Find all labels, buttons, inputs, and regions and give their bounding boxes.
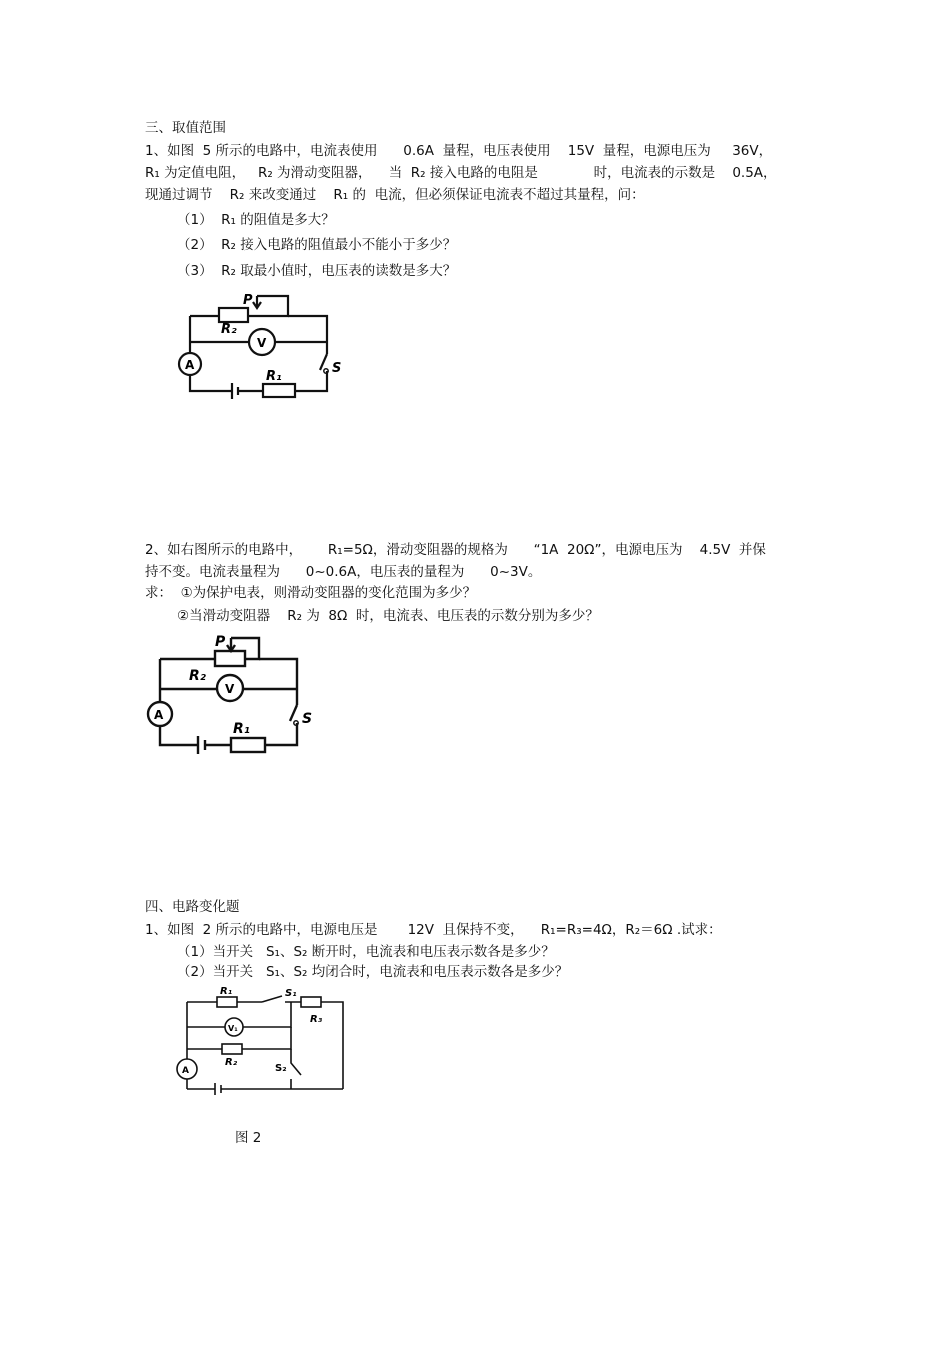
- label-r1-3: R₁: [220, 986, 233, 997]
- figure-caption: 图 2: [235, 1130, 262, 1146]
- label-v-2: V: [225, 682, 235, 696]
- q1-sub2: （2） R₂ 接入电路的阻值最小不能小于多少？: [177, 237, 457, 253]
- q1-line2: R₁ 为定值电阻， R₂ 为滑动变阻器， 当 R₂ 接入电路的电阻是 时，电流表的示数是 0.5A，: [145, 165, 777, 181]
- label-a-3: A: [182, 1066, 189, 1076]
- label-r1-2: R₁: [233, 721, 250, 737]
- section3-title: 三、取值范围: [145, 120, 226, 136]
- label-s-2: S: [302, 711, 313, 727]
- s4-q1-sub2: （2）当开关 S₁、S₂ 均闭合时，电流表和电压表示数各是多少？: [177, 964, 569, 980]
- label-r3: R₃: [310, 1014, 323, 1025]
- q1-sub1: （1） R₁ 的阻值是多大？: [177, 212, 335, 228]
- label-p: P: [243, 293, 253, 308]
- circuit-figure-1: [175, 286, 352, 403]
- label-r2-2: R₂: [189, 668, 206, 684]
- s4-q1-line1: 1、如图 2 所示的电路中，电源电压是 12V 且保持不变， R₁=R₃=4Ω，R₂＝6Ω .试求：: [145, 922, 722, 938]
- q2-line3: 求： ①为保护电表，则滑动变阻器的变化范围为多少？: [145, 585, 477, 601]
- label-v: V: [257, 336, 267, 350]
- label-s: S: [332, 361, 342, 376]
- q1-sub3: （3） R₂ 取最小值时，电压表的读数是多大？: [177, 263, 457, 279]
- section4-title: 四、电路变化题: [145, 899, 240, 915]
- label-a: A: [185, 358, 195, 372]
- q1-line3: 现通过调节 R₂ 来改变通过 R₁ 的 电流，但必须保证电流表不超过其量程，问：: [145, 187, 645, 203]
- label-v1: V₁: [228, 1024, 238, 1033]
- q1-line1: 1、如图 5 所示的电路中，电流表使用 0.6A 量程，电压表使用 15V 量程，电源电压为 36V，: [145, 143, 773, 159]
- label-r2-3: R₂: [225, 1057, 238, 1068]
- label-r1: R₁: [266, 369, 282, 384]
- label-s1: S₁: [285, 988, 297, 999]
- label-p-2: P: [215, 634, 226, 650]
- s4-q1-sub1: （1）当开关 S₁、S₂ 断开时，电流表和电压表示数各是多少？: [177, 944, 555, 960]
- circuit-figure-3: [167, 983, 362, 1115]
- label-s2: S₂: [275, 1063, 287, 1074]
- circuit-figure-2: [143, 625, 320, 760]
- q2-line2: 持不变。电流表量程为 0~0.6A，电压表的量程为 0~3V。: [145, 564, 542, 580]
- label-a-2: A: [154, 708, 164, 722]
- q2-line1: 2、如右图所示的电路中， R₁=5Ω，滑动变阻器的规格为 “1A 20Ω”，电源电压为 4.5V 并保: [145, 542, 766, 558]
- q2-line4: ②当滑动变阻器 R₂ 为 8Ω 时，电流表、电压表的示数分别为多少？: [177, 608, 599, 624]
- label-r2: R₂: [221, 322, 237, 337]
